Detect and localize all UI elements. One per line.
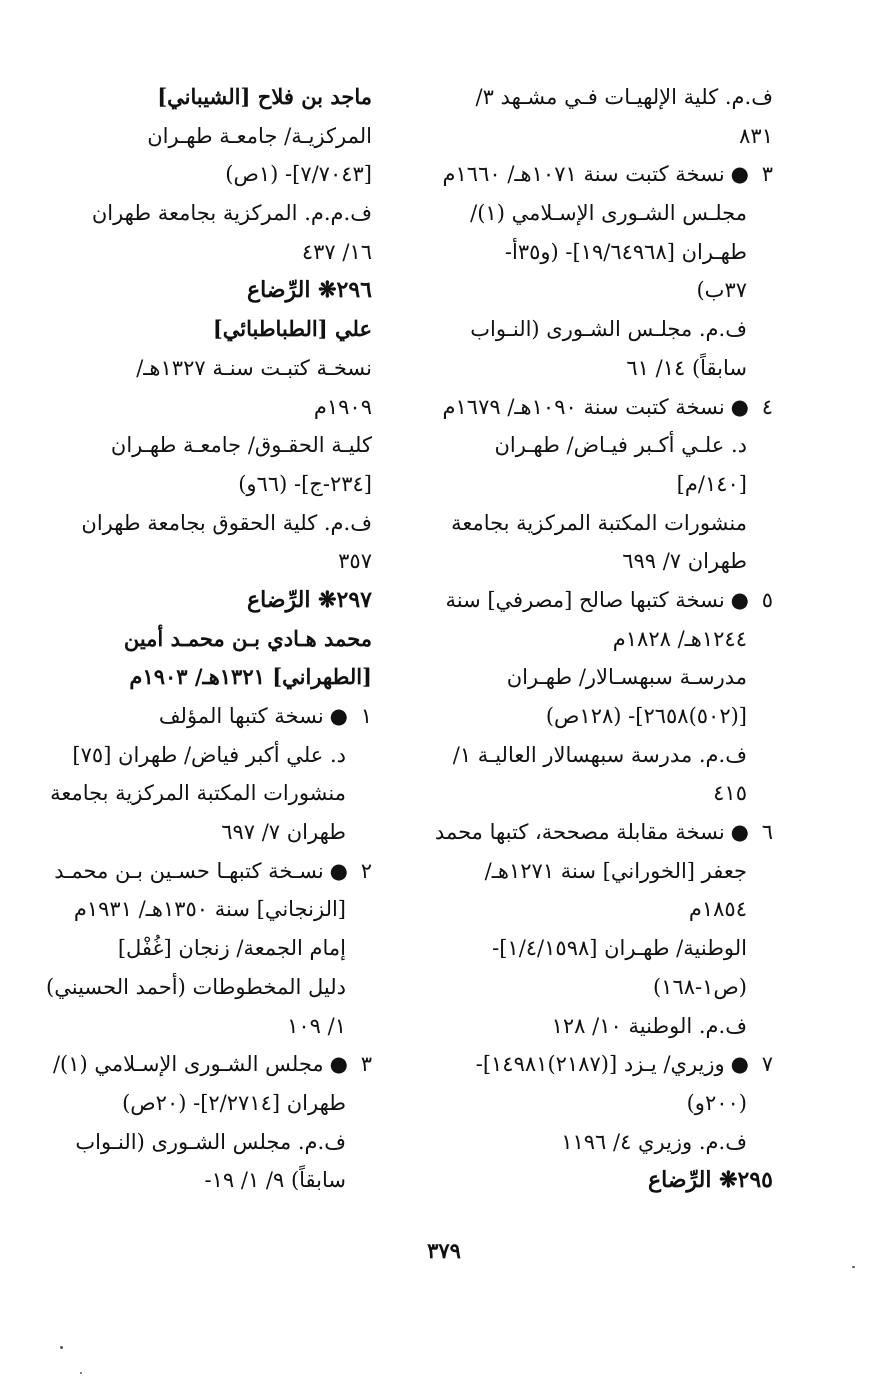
- entry-line: ف.م. مدرسة سبهسالار العاليـة ١/: [452, 742, 747, 767]
- entry-line: ف.م. الوطنية ١٠/ ١٢٨: [551, 1013, 747, 1038]
- bullet-icon: ●: [329, 1052, 348, 1077]
- entry-text: نسـخة كتبهـا حسـين بـن محمـد: [54, 858, 324, 883]
- entry-line: طهران ٧/ ٦٩٩: [622, 549, 747, 574]
- entry-first-line: [434, 813, 773, 852]
- section-heading: ٢٩٦❋ الرِّضاع: [246, 277, 372, 304]
- entry-line: [٢٣٤-ج]- (٦٦و): [238, 471, 372, 496]
- bullet-icon: ●: [730, 1052, 749, 1077]
- entry-number: ١: [360, 704, 372, 728]
- entry-first-line: [445, 581, 773, 620]
- entry-line: طهران [٢/٢٧١٤]- (٢٠ص): [122, 1090, 346, 1115]
- right-column: [434, 78, 773, 1200]
- entry-line: ١٨٥٤م: [688, 897, 747, 922]
- entry-line: ف.م. كلية الحقوق بجامعة طهران: [81, 510, 372, 535]
- entry-line: ١٢٤٤هـ/ ١٨٢٨م: [612, 626, 747, 651]
- entry-line: ف.م. وزيري ٤/ ١١٩٦: [561, 1129, 747, 1154]
- entry-line: جعفر [الخوراني] سنة ١٢٧١هـ/: [484, 858, 747, 883]
- entry-line: (ص١-١٦٨): [652, 974, 747, 999]
- entry-number: ٦: [761, 820, 773, 845]
- entry-text: نسخة كتبها المؤلف: [158, 704, 324, 728]
- entry-first-line: [54, 852, 372, 891]
- section-heading: ٢٩٧❋ الرِّضاع: [246, 586, 372, 613]
- entry-line: طهران ٧/ ٦٩٧: [221, 820, 346, 845]
- entry-text: نسخة كتبها صالح [مصرفي] سنة: [445, 587, 725, 612]
- author-name: ماجد بن فلاح [الشيباني]: [157, 84, 372, 109]
- entry-first-line: [72, 697, 372, 736]
- entry-line: ف.م. مجلس الشـورى (النـواب: [75, 1129, 346, 1154]
- page-number: ٣٧٩: [427, 1238, 461, 1263]
- entry-line: سابقاً) ١٤/ ٦١: [626, 355, 747, 380]
- entry-line: كليـة الحقـوق/ جامعـة طهـران: [110, 433, 372, 458]
- left-column: [46, 78, 372, 1200]
- entry-text: نسخة كتبت سنة ١٠٩٠هـ/ ١٦٧٩م: [442, 394, 725, 419]
- entry-line: ١٩٠٩م: [313, 394, 372, 419]
- entry-first-line: [52, 1045, 372, 1084]
- bullet-icon: ●: [730, 394, 749, 419]
- entry-number: ٤: [761, 394, 773, 419]
- entry-number: ٧: [761, 1052, 773, 1077]
- entry-text: وزيري/ يـزد [(٢١٨٧)١٤٩٨١]-: [475, 1052, 725, 1077]
- entry-line: طهـران [١٩/٦٤٩٦٨]- (و٣٥أ-: [504, 239, 747, 264]
- entry-line: ف.م. كلية الإلهيـات فـي مشـهد ٣/: [475, 85, 773, 109]
- scan-speck: [80, 1372, 82, 1374]
- scan-speck: [852, 1266, 855, 1268]
- entry-line: ١/ ١٠٩: [287, 1013, 346, 1038]
- entry-number: ٣: [360, 1052, 372, 1077]
- author-name: محمد هـادي بـن محمـد أمين: [123, 625, 372, 651]
- entry-text: مجلس الشـورى الإسـلامي (١)/: [52, 1052, 324, 1077]
- author-name: علي [الطباطبائي]: [212, 316, 372, 342]
- entry-line: د. علي أكبر فياض/ طهران [٧٥]: [72, 742, 346, 767]
- entry-line: ف.م. مجلـس الشـورى (النـواب: [470, 317, 747, 342]
- entry-line: ٣٧ب): [696, 278, 747, 303]
- entry-line: د. علـي أكـبر فيـاض/ طهـران: [494, 433, 747, 458]
- entry-number: ٢: [360, 858, 372, 883]
- entry-line: [الزنجاني] سنة ١٣٥٠هـ/ ١٩٣١م: [73, 897, 346, 922]
- entry-first-line: [442, 155, 773, 194]
- entry-line: ٤١٥: [713, 781, 747, 806]
- entry-number: ٣: [761, 162, 773, 187]
- entry-line: دليل المخطوطات (أحمد الحسيني): [46, 974, 346, 999]
- entry-line: [١٤٠/م]: [676, 471, 747, 496]
- entry-line: نسخـة كتبـت سنـة ١٣٢٧هـ/: [136, 355, 372, 380]
- bullet-icon: ●: [730, 162, 749, 187]
- scan-speck: [60, 1346, 63, 1349]
- entry-text: نسخة مقابلة مصححة، كتبها محمد: [434, 820, 725, 845]
- entry-line: [٧/٧٠٤٣]- (١ص): [225, 162, 372, 187]
- entry-number: ٥: [761, 587, 773, 612]
- entry-line: مجلـس الشـورى الإسـلامي (١)/: [470, 201, 747, 226]
- bullet-icon: ●: [329, 704, 348, 728]
- bullet-icon: ●: [329, 858, 348, 883]
- author-name: [الطهراني] ١٣٢١هـ/ ١٩٠٣م: [129, 664, 372, 690]
- entry-line: مدرسـة سبهسـالار/ طهـران: [506, 665, 747, 690]
- entry-line: إمام الجمعة/ زنجان [غُفْل]: [117, 936, 346, 961]
- entry-line: المركزيـة/ جامعـة طهـران: [147, 123, 372, 148]
- entry-line: منشورات المكتبة المركزية بجامعة: [451, 510, 747, 535]
- entry-line: ٣٥٧: [338, 549, 372, 574]
- entry-text: نسخة كتبت سنة ١٠٧١هـ/ ١٦٦٠م: [442, 162, 725, 187]
- entry-line: (٢٠٠و): [686, 1090, 747, 1115]
- entry-line: سابقاً) ٩/ ١/ ١٩-: [204, 1168, 346, 1193]
- entry-line: منشورات المكتبة المركزية بجامعة: [50, 781, 346, 806]
- bullet-icon: ●: [730, 820, 749, 845]
- entry-first-line: [442, 388, 773, 427]
- entry-first-line: [473, 1045, 773, 1084]
- entry-line: الوطنية/ طهـران [١/٤/١٥٩٨]-: [492, 936, 747, 961]
- entry-line: ٨٣١: [739, 123, 773, 148]
- entry-line: ف.م.م. المركزية بجامعة طهران: [91, 201, 372, 226]
- entry-line: [(٥٠٢)٢٦٥٨]- (١٢٨ص): [545, 704, 747, 728]
- entry-line: ١٦/ ٤٣٧: [301, 239, 372, 264]
- section-heading: ٢٩٥❋ الرِّضاع: [647, 1167, 773, 1194]
- bullet-icon: ●: [730, 587, 749, 612]
